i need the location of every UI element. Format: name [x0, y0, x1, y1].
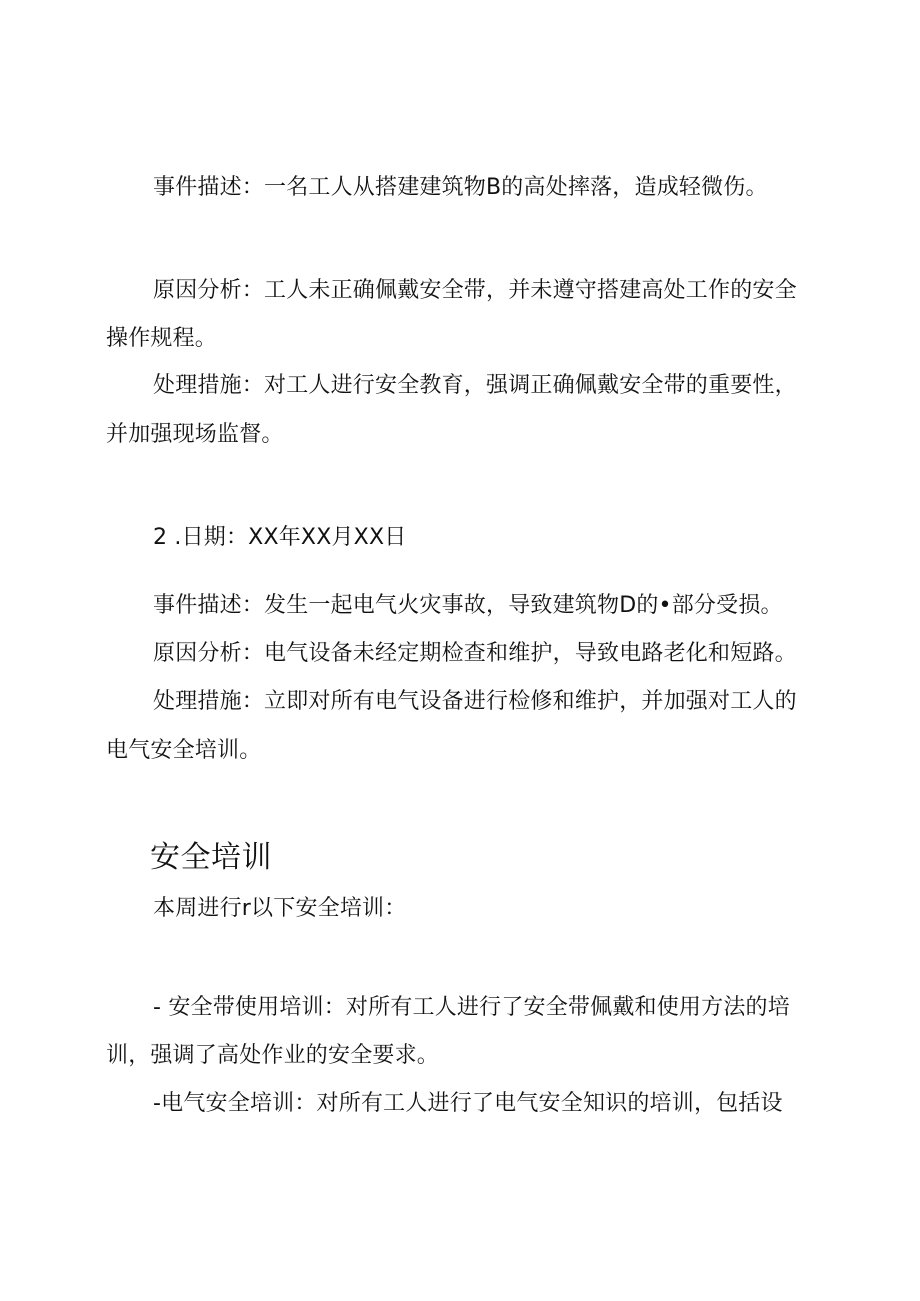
incident1-action-line1: 处理措施：对工人进行安全教育，强调正确佩戴安全带的重要性，	[153, 373, 797, 398]
incident2-description: 事件描述：发生一起电气火灾事故，导致建筑物D的•部分受损。	[153, 593, 783, 618]
incident1-cause-line2: 操作规程。	[106, 326, 218, 351]
incident2-cause: 原因分析：电气设备未经定期检查和维护，导致电路老化和短路。	[153, 641, 797, 666]
training-intro: 本周进行r以下安全培训：	[153, 896, 407, 921]
training-item1-line1: - 安全带使用培训：对所有工人进行了安全带佩戴和使用方法的培	[153, 995, 790, 1020]
training-item1-line2: 训，强调了高处作业的安全要求。	[106, 1043, 440, 1068]
incident1-action-line2: 并加强现场监督。	[106, 422, 284, 447]
incident2-action-line2: 电气安全培训。	[106, 738, 262, 763]
incident2-date: 2 .日期：XX年XX月XX日	[153, 525, 407, 550]
incident1-cause-line1: 原因分析：工人未正确佩戴安全带，并未遵守搭建高处工作的安全	[153, 278, 797, 303]
training-item2-line1: -电气安全培训：对所有工人进行了电气安全知识的培训，包括设	[153, 1091, 783, 1116]
incident1-description: 事件描述：一名工人从搭建建筑物B的高处摔落，造成轻微伤。	[153, 175, 768, 200]
incident2-action-line1: 处理措施：立即对所有电气设备进行检修和维护，并加强对工人的	[153, 689, 797, 714]
section-heading-safety-training: 安全培训	[150, 840, 272, 875]
